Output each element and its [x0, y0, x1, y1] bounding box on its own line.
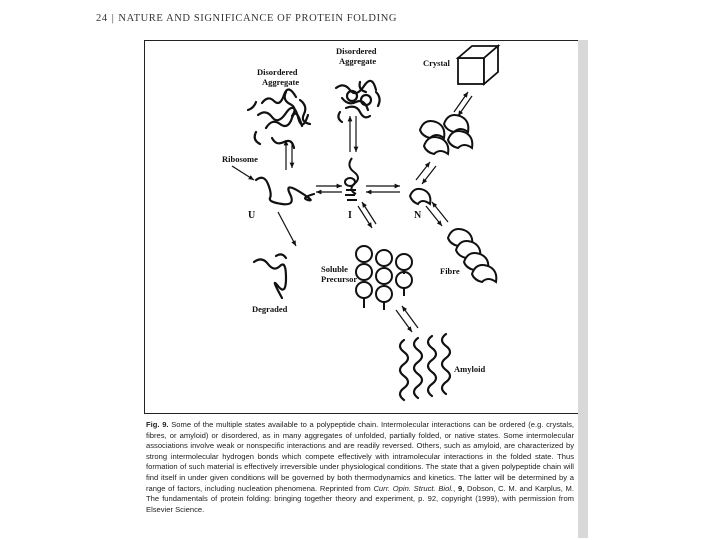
label-N: N — [414, 210, 422, 221]
caption-volume: 9 — [457, 483, 463, 493]
label-disordered-aggregate-2a: Disordered — [336, 46, 377, 56]
label-degraded: Degraded — [252, 304, 288, 314]
disordered-aggregate-left — [248, 89, 310, 148]
label-disordered-aggregate-1a: Disordered — [257, 67, 298, 77]
label-soluble-precursor-a: Soluble — [321, 264, 348, 274]
ribosome-arrow — [232, 166, 254, 180]
caption-journal: Curr. Opin. Struct. Biol. — [373, 483, 454, 493]
intermediate-structure — [345, 158, 358, 200]
crystal-lattice-proteins — [420, 115, 472, 154]
degraded-fragments — [254, 259, 286, 298]
degraded-fragment-small — [276, 254, 286, 258]
figure-caption: Fig. 9. Some of the multiple states available to a polypeptide chain. Intermolecular interactions can be ordered (e.g. crystals, fibres, or amyloid) or disordered, as in many aggregates of unfolded, partially folded, or native states. Some intermolecular associations involve weak or nonspecific interactions and are readily reversed. Others, such as amyloid, are characterized by strong intermolecular hydrogen bonds which compete effectively with intramolecular interactions in the folded state. Thus formation of such material is effectively irreversible under physiological conditions. The state that a given polypeptide chain will find itself in under given conditions will be governed by both thermodynamics and kinetics. The latter will be determined by a range of factors, including nucleation phenomena. Reprinted from Curr. Opin. Struct. Biol., 9, Dobson, C. M. and Karplus, M. The fundamentals of protein folding: bringing together theory and experiment, p. 92, copyright (1999), with permission from Elsevier Science. — [146, 420, 574, 514]
separator: | — [111, 13, 115, 24]
label-I: I — [348, 210, 352, 221]
caption-text-2: , Dobson, C. M. and Karplus, M. The fundamentals of protein folding: bringing together theory and experiment, p. 92, copyright (1999), with permission from Elsevier Science. — [146, 483, 574, 514]
amyloid-fibrils — [400, 334, 450, 400]
label-ribosome: Ribosome — [222, 154, 258, 164]
label-soluble-precursor-b: Precursor — [321, 274, 358, 284]
label-fibre: Fibre — [440, 266, 460, 276]
running-head-title: NATURE AND SIGNIFICANCE OF PROTEIN FOLDING — [118, 13, 398, 24]
caption-fig-label: Fig. 9. — [146, 420, 169, 429]
label-U: U — [248, 210, 256, 221]
crystal-cube — [458, 46, 498, 84]
page-number: 24 — [96, 13, 108, 24]
label-disordered-aggregate-2b: Aggregate — [339, 56, 377, 66]
label-amyloid: Amyloid — [454, 364, 486, 374]
label-crystal: Crystal — [423, 58, 450, 68]
caption-text-1: Some of the multiple states available to a polypeptide chain. Intermolecular interactions can be ordered (e.g. crystals, fibres, or amyloid) or disordered, as in many aggregates of unfolded, partially folded, or native states. Some intermolecular associations involve weak or nonspecific interactions and are readily reversed. Others, such as amyloid, are characterized by strong intermolecular hydrogen bonds which compete effectively with intramolecular interactions in the folded state. Thus formation of such material is effectively irreversible under physiological conditions. The state that a given polypeptide chain will find itself in under given conditions will be governed by both thermodynamics and kinetics. The latter will be determined by a range of factors, including nucleation phenomena. Reprinted from — [146, 420, 574, 493]
soluble-precursor-chains — [356, 246, 412, 310]
disordered-aggregate-center — [336, 81, 380, 122]
unfolded-chain — [256, 178, 314, 205]
label-disordered-aggregate-1b: Aggregate — [262, 77, 300, 87]
native-folded-protein — [410, 189, 430, 204]
